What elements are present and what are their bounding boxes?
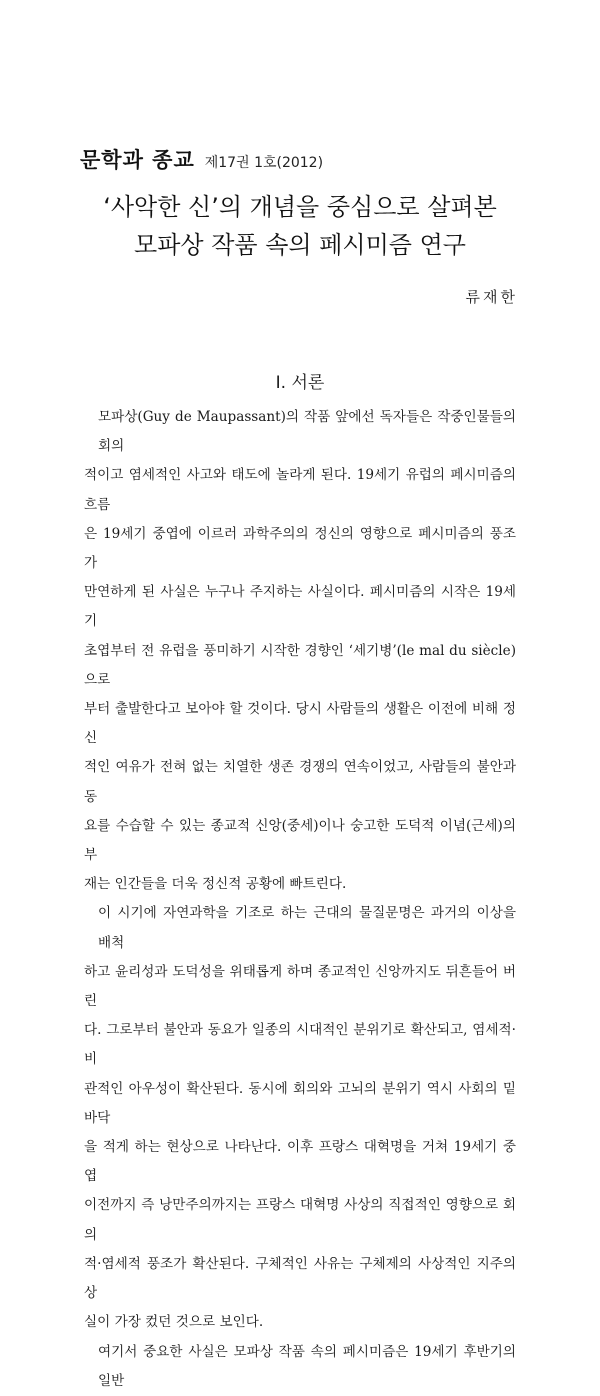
text-line: 은 19세기 중엽에 이르러 과학주의의 정신의 영향으로 페시미즘의 풍조가 xyxy=(84,525,516,572)
text-line: 초엽부터 전 유럽을 풍미하기 시작한 경향인 ‘세기병’(le mal du siècle)으로 xyxy=(84,642,516,688)
paragraph xyxy=(84,899,516,1337)
journal-logo: 문학과 종교 xyxy=(80,148,195,172)
text-line: 만연하게 된 사실은 누구나 주지하는 사실이다. 페시미즘의 시작은 19세기 xyxy=(84,584,516,630)
text-line: 모파상(Guy de Maupassant)의 작품 앞에선 독자들은 작중인물들의 회의 xyxy=(98,409,516,455)
text-line: 적인 여유가 전혀 없는 치열한 생존 경쟁의 연속이었고, 사람들의 불안과 동 xyxy=(84,759,516,805)
text-line: 이전까지 즉 낭만주의까지는 프랑스 대혁명 사상의 직접적인 영향으로 회의 xyxy=(84,1197,516,1243)
text-line: 실이 가장 컸던 것으로 보인다. xyxy=(84,1314,264,1331)
body-text xyxy=(84,403,516,1396)
text-line: 다. 그로부터 불안과 동요가 일종의 시대적인 분위기로 확산되고, 염세적·비 xyxy=(84,1022,516,1068)
paragraph xyxy=(84,1338,516,1396)
text-line: 요를 수습할 수 있는 종교적 신앙(중세)이나 숭고한 도덕적 이념(근세)의 부 xyxy=(84,817,516,864)
text-line: 이 시기에 자연과학을 기조로 하는 근대의 물질문명은 과거의 이상을 배척 xyxy=(98,905,516,951)
paragraph xyxy=(84,403,516,899)
text-line: 부터 출발한다고 보아야 할 것이다. 당시 사람들의 생활은 이전에 비해 정신 xyxy=(84,701,516,747)
author-name: 류재한 xyxy=(465,288,518,306)
text-line: 적·염세적 풍조가 확산된다. 구체적인 사유는 구체제의 사상적인 지주의 상 xyxy=(84,1255,516,1302)
text-line: 여기서 중요한 사실은 모파상 작품 속의 페시미즘은 19세기 후반기의 일반 xyxy=(98,1343,516,1389)
text-line: 하고 윤리성과 도덕성을 위태롭게 하며 종교적인 신앙까지도 뒤흔들어 버린 xyxy=(84,963,516,1010)
text-line: 재는 인간들을 더욱 정신적 공황에 빠트린다. xyxy=(84,876,347,893)
text-line: 적이고 염세적인 사고와 태도에 놀라게 된다. 19세기 유럽의 페시미즘의 흐름 xyxy=(84,467,516,513)
journal-header xyxy=(80,144,323,174)
text-line: 관적인 아우성이 확산된다. 동시에 회의와 고뇌의 분위기 역시 사회의 밑바닥 xyxy=(84,1080,516,1126)
section-heading: Ⅰ. 서론 xyxy=(275,373,325,393)
journal-issue: 제17권 1호(2012) xyxy=(204,155,324,171)
paper-title-line-1: ‘사악한 신’의 개념을 중심으로 살펴본 xyxy=(103,193,497,221)
paper-title-line-2: 모파상 작품 속의 페시미즘 연구 xyxy=(134,231,466,259)
text-line: 을 적게 하는 현상으로 나타난다. 이후 프랑스 대혁명을 거쳐 19세기 중엽 xyxy=(84,1139,516,1185)
